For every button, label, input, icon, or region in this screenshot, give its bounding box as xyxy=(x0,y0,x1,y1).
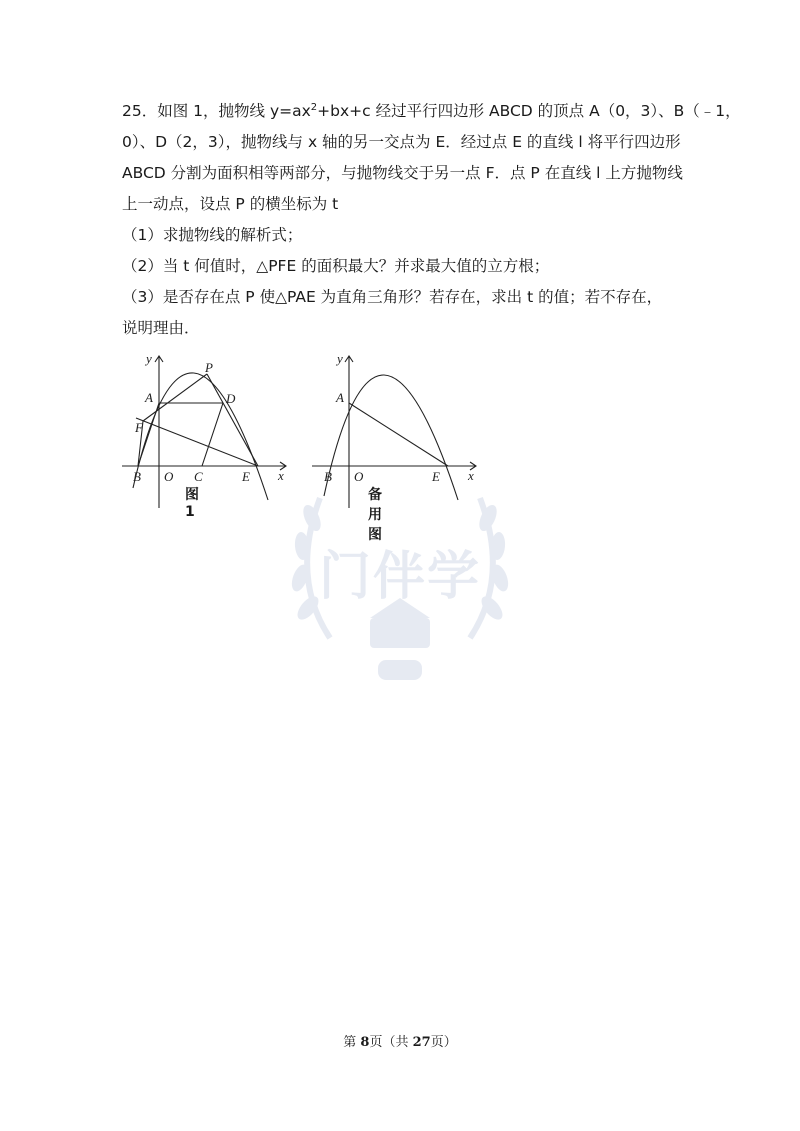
exponent: 2 xyxy=(310,101,318,113)
figure-1-caption: 图1 xyxy=(185,487,199,520)
problem-line-1-post: +bx+c 经过平行四边形 ABCD 的顶点 A（0，3）、B（﹣1， xyxy=(317,102,741,120)
footer-mid: 页（共 xyxy=(369,1035,413,1050)
label-A: A xyxy=(336,390,344,405)
question-3: （3）是否存在点 P 使△PAE 为直角三角形？若存在，求出 t 的值；若不存在， xyxy=(122,288,663,306)
question-3-continued: 说明理由． xyxy=(122,319,200,337)
figure-2 xyxy=(308,350,483,510)
problem-line-4: 上一动点，设点 P 的横坐标为 t xyxy=(122,195,339,213)
footer-prefix: 第 xyxy=(343,1035,361,1050)
watermark-text: 门伴学 xyxy=(318,547,481,607)
problem-line-1 xyxy=(122,96,741,127)
footer-page-number: 8 xyxy=(360,1035,370,1050)
label-D: D xyxy=(226,391,236,406)
label-y: y xyxy=(146,351,152,366)
label-A: A xyxy=(145,390,153,405)
label-E: E xyxy=(242,469,250,484)
label-C: C xyxy=(194,469,203,484)
problem-line-3: ABCD 分割为面积相等两部分，与抛物线交于另一点 F．点 P 在直线 l 上方抛物线 xyxy=(122,164,683,182)
question-2: （2）当 t 何值时，△PFE 的面积最大？并求最大值的立方根； xyxy=(122,257,550,275)
label-B: B xyxy=(133,469,141,484)
label-F: F xyxy=(135,420,143,435)
footer-suffix: 页） xyxy=(430,1035,457,1050)
label-y: y xyxy=(337,351,343,366)
question-1: （1）求抛物线的解析式； xyxy=(122,226,303,244)
label-O: O xyxy=(164,469,174,484)
footer-total-pages: 27 xyxy=(412,1035,431,1050)
problem-line-2: 0）、D（2，3），抛物线与 x 轴的另一交点为 E．经过点 E 的直线 l 将平行四边形 xyxy=(122,133,681,151)
figure-2-caption: 备用图 xyxy=(368,487,382,543)
segment-PE xyxy=(207,374,258,466)
label-O: O xyxy=(354,469,364,484)
segment-CD xyxy=(202,403,223,466)
problem-text xyxy=(122,96,741,344)
page-footer xyxy=(0,1031,800,1050)
label-x: x xyxy=(278,468,284,483)
label-P: P xyxy=(205,360,213,375)
label-E: E xyxy=(432,469,440,484)
problem-line-1-pre: 25．如图 1，抛物线 y=ax xyxy=(122,102,311,120)
label-B: B xyxy=(324,469,332,484)
figure-1 xyxy=(118,350,293,510)
label-x: x xyxy=(468,468,474,483)
